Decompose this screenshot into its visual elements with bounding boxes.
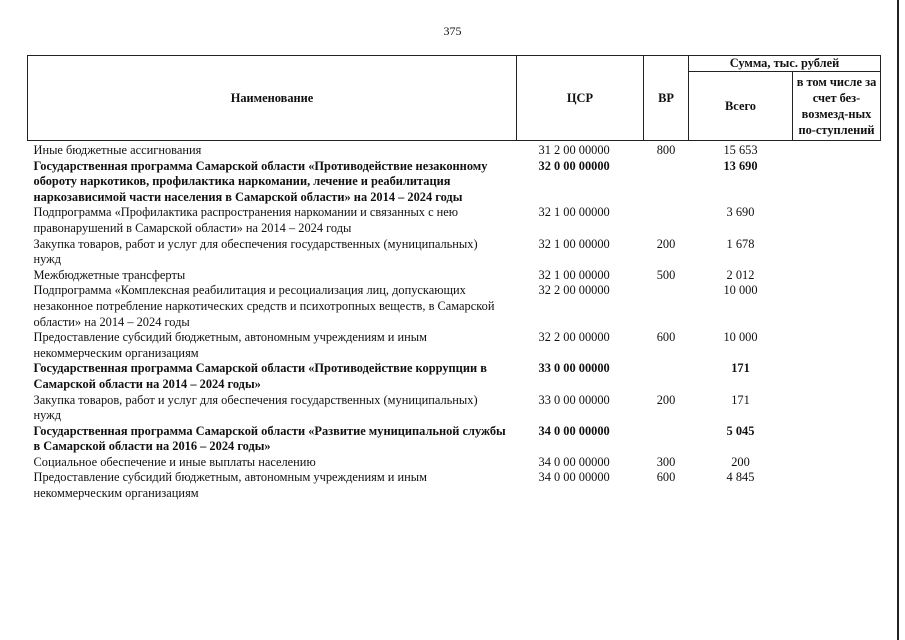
row-csr-cell: 31 2 00 00000 <box>538 143 610 157</box>
table-row <box>28 361 881 392</box>
row-name-cell: Государственная программа Самарской области «Противодействие незаконному обороту наркотиков, профилактика наркомании, лечение и реабилитация наркозависимой части населения в Самарской области» на 2014 – 2024 годы <box>33 158 488 204</box>
table-body <box>28 141 881 502</box>
row-name-cell: Иные бюджетные ассигнования <box>33 143 202 157</box>
row-free-cell <box>793 424 881 455</box>
row-csr-cell: 32 1 00 00000 <box>538 267 610 282</box>
row-csr-cell: 32 1 00 00000 <box>538 236 610 251</box>
row-total-cell: 13 690 <box>723 158 758 173</box>
row-free-cell <box>793 470 881 501</box>
row-csr-cell: 34 0 00 00000 <box>538 423 610 438</box>
table-row <box>28 470 881 501</box>
table-row <box>28 205 881 236</box>
row-total-cell: 10 000 <box>723 283 758 298</box>
row-csr-cell: 33 0 00 00000 <box>538 392 610 407</box>
row-csr-cell: 34 0 00 00000 <box>538 454 610 469</box>
row-total-cell: 3 690 <box>726 205 755 220</box>
row-vr-cell <box>644 361 689 392</box>
header-vr: ВР <box>644 56 689 141</box>
row-name-cell: Закупка товаров, работ и услуг для обеспечения государственных (муниципальных) нужд <box>33 236 478 267</box>
row-total-cell: 171 <box>731 361 750 376</box>
row-name-cell: Межбюджетные трансферты <box>33 267 186 282</box>
table-row <box>28 141 881 159</box>
row-csr-cell: 32 2 00 00000 <box>538 283 610 298</box>
row-free-cell <box>793 159 881 206</box>
row-total-cell: 171 <box>731 392 750 407</box>
header-incl-free: в том числе за счет без-возмезд-ных по-ступлений <box>793 72 881 141</box>
row-total-cell: 5 045 <box>726 423 755 438</box>
row-free-cell <box>793 361 881 392</box>
row-total-cell: 4 845 <box>726 470 755 485</box>
row-csr-cell: 32 1 00 00000 <box>538 205 610 220</box>
row-name-cell: Социальное обеспечение и иные выплаты населению <box>33 454 316 469</box>
row-free-cell <box>793 141 881 159</box>
budget-table <box>27 55 881 502</box>
row-vr-cell: 600 <box>656 330 676 345</box>
row-vr-cell <box>644 159 689 206</box>
row-vr-cell: 800 <box>656 143 676 157</box>
row-name-cell: Подпрограмма «Комплексная реабилитация и ресоциализация лиц, допускающих незаконное потребление наркотических средств и психотропных веществ, в Самарской области» на 2014 – 2024 годы <box>33 283 495 329</box>
row-free-cell <box>793 283 881 330</box>
table-row <box>28 283 881 330</box>
row-name-cell: Предоставление субсидий бюджетным, автономным учреждениям и иным некоммерческим организациям <box>33 330 427 360</box>
row-free-cell <box>793 205 881 236</box>
row-name-cell: Закупка товаров, работ и услуг для обеспечения государственных (муниципальных) нужд <box>33 392 478 423</box>
row-vr-cell: 600 <box>656 470 676 485</box>
table-row <box>28 159 881 206</box>
header-csr: ЦСР <box>517 56 644 141</box>
table-row <box>28 393 881 424</box>
row-csr-cell: 32 2 00 00000 <box>538 330 610 345</box>
row-free-cell <box>793 393 881 424</box>
row-vr-cell: 500 <box>656 267 676 282</box>
row-vr-cell <box>644 283 689 330</box>
table-header <box>28 56 881 141</box>
row-name-cell: Подпрограмма «Профилактика распространения наркомании и связанных с нею правонарушений в Самарской области» на 2014 – 2024 годы <box>33 205 459 235</box>
row-vr-cell: 200 <box>656 236 676 251</box>
row-total-cell: 200 <box>731 454 750 469</box>
row-csr-cell: 33 0 00 00000 <box>538 361 610 376</box>
row-vr-cell <box>644 205 689 236</box>
row-free-cell <box>793 330 881 361</box>
row-csr-cell: 34 0 00 00000 <box>538 470 610 485</box>
row-vr-cell: 300 <box>656 454 676 469</box>
row-name-cell: Государственная программа Самарской области «Противодействие коррупции в Самарской области на 2014 – 2024 годы» <box>33 361 487 391</box>
row-name-cell: Предоставление субсидий бюджетным, автономным учреждениям и иным некоммерческим организациям <box>33 470 427 501</box>
row-free-cell <box>793 237 881 268</box>
table-row <box>28 455 881 471</box>
header-total: Всего <box>689 72 793 141</box>
row-total-cell: 2 012 <box>726 267 755 282</box>
header-name: Наименование <box>28 56 517 141</box>
table-row <box>28 424 881 455</box>
row-total-cell: 1 678 <box>726 236 755 251</box>
table-row <box>28 237 881 268</box>
row-total-cell: 15 653 <box>723 143 758 157</box>
table-row <box>28 268 881 284</box>
row-free-cell <box>793 455 881 471</box>
page-number: 375 <box>443 24 462 38</box>
page-edge-line <box>897 0 899 640</box>
row-name-cell: Государственная программа Самарской области «Развитие муниципальной службы в Самарской области на 2016 – 2024 годы» <box>33 423 506 454</box>
row-free-cell <box>793 268 881 284</box>
row-vr-cell: 200 <box>656 392 676 407</box>
header-sum: Сумма, тыс. рублей <box>689 56 881 72</box>
row-total-cell: 10 000 <box>723 330 758 345</box>
table-row <box>28 330 881 361</box>
row-vr-cell <box>644 424 689 455</box>
row-csr-cell: 32 0 00 00000 <box>538 158 610 173</box>
